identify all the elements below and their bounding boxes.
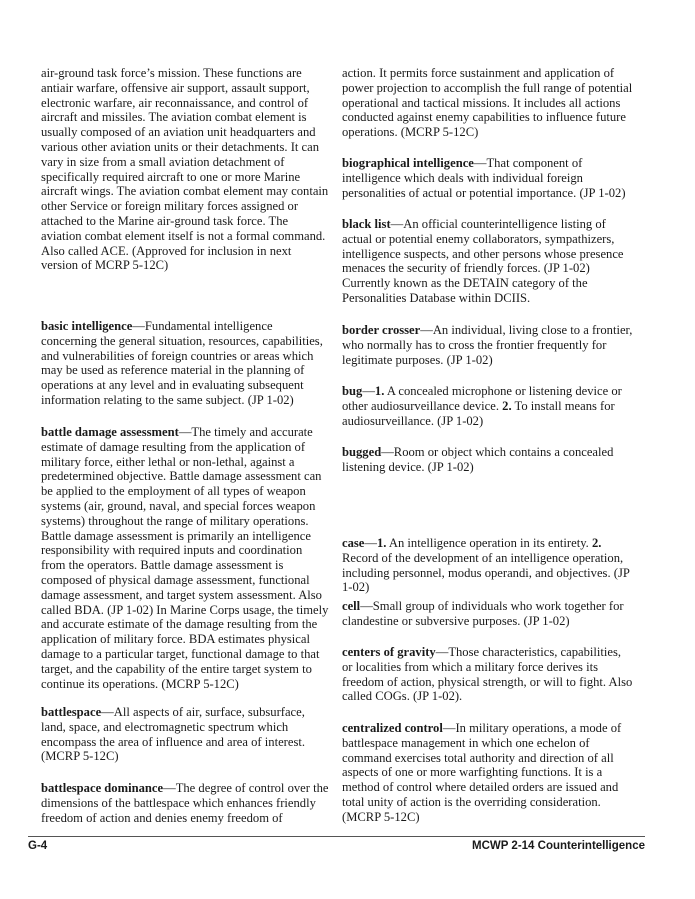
definition-number: 1. bbox=[374, 384, 385, 398]
definition-text: action. It permits force sustainment and application of power projection to accomplish the full range of potential operational and tactical missions. It includes all actions conducted against enemy capabilities to influence future operations. (MCRP 5-12C) bbox=[342, 66, 633, 140]
glossary-entry bbox=[342, 645, 634, 704]
glossary-term: border crosser bbox=[342, 323, 421, 337]
definition-text: —Fundamental intelligence concerning the general situation, resources, capabilities, and vulnerabilities of foreign countries or areas which may be used as reference material in the planning of operations at any level and in evaluating subsequent information relating to the same subject. (JP 1-02) bbox=[41, 319, 323, 407]
glossary-term: battlespace bbox=[41, 705, 102, 719]
definition-text: To install means for audiosurveillance. (JP 1-02) bbox=[342, 398, 615, 428]
glossary-term: cell bbox=[342, 599, 361, 613]
glossary-term: battle damage assessment bbox=[41, 425, 179, 439]
definition-text: —Those characteristics, capabilities, or localities from which a military force derives its freedom of action, physical strength, or will to fight. Also called COGs. (JP 1-02). bbox=[342, 645, 633, 704]
definition-number: 2. bbox=[591, 536, 602, 550]
glossary-entry bbox=[342, 156, 634, 200]
glossary-term: battlespace dominance bbox=[41, 781, 164, 795]
definition-text: —An individual, living close to a frontier, who normally has to cross the frontier frequently for legitimate purposes. (JP 1-02) bbox=[342, 323, 633, 367]
definition-number: 1. bbox=[376, 536, 387, 550]
glossary-entry bbox=[342, 323, 634, 367]
definition-text: Record of the development of an intelligence operation, including personnel, modus operandi, and objectives. (JP 1-02) bbox=[342, 550, 630, 595]
glossary-term: centralized control bbox=[342, 721, 443, 735]
glossary-entry bbox=[342, 384, 634, 428]
publication-title: MCWP 2-14 Counterintelligence bbox=[472, 840, 645, 852]
glossary-continuation bbox=[342, 66, 634, 140]
glossary-term: biographical intelligence bbox=[342, 156, 474, 170]
footer-divider bbox=[28, 836, 645, 837]
definition-text: —In military operations, a mode of battlespace management in which one echelon of command exercises total authority and direction of all aspects of one or more warfighting functions. It is a method of control where detailed orders are issued and total unity of action is the overriding consideration. (MCRP 5-12C) bbox=[342, 721, 622, 824]
glossary-entry bbox=[41, 705, 329, 764]
definition-text: An intelligence operation in its entirety. bbox=[386, 536, 592, 550]
definition-text: —The degree of control over the dimensions of the battlespace which enhances friendly freedom of action and denies enemy freedom of bbox=[41, 781, 329, 825]
glossary-entry bbox=[41, 781, 329, 825]
definition-text: — bbox=[364, 536, 377, 550]
glossary-entry bbox=[41, 425, 329, 691]
glossary-term: bug bbox=[342, 384, 363, 398]
definition-text: —An official counterintelligence listing of actual or potential enemy collaborators, sympathizers, intelligence suspects, and other persons whose presence menaces the security of friendly forces. (JP 1-02) Currently known as the DETAIN category of the Personalities Database within DCIIS. bbox=[342, 217, 624, 305]
definition-text: —All aspects of air, surface, subsurface, land, space, and electromagnetic spectrum which encompass the area of influence and area of interest. (MCRP 5-12C) bbox=[41, 705, 305, 764]
definition-number: 2. bbox=[502, 398, 512, 413]
definition-text: —That component of intelligence which deals with individual foreign personalities of actual or potential importance. (JP 1-02) bbox=[342, 156, 626, 200]
glossary-term: case bbox=[342, 536, 365, 550]
definition-text: —The timely and accurate estimate of damage resulting from the application of military force, either lethal or non-lethal, against a predetermined objective. Battle damage assessment can be applied to the employment of all types of weapon systems (air, ground, naval, and special forces weapon systems) throughout the range of military operations. Battle damage assessment is primarily an intelligence responsibility with required inputs and coordination from the operators. Battle damage assessment is composed of physical damage assessment, functional damage assessment, and target system assessment. Also called BDA. (JP 1-02) In Marine Corps usage, the timely and accurate estimate of the damage resulting from the application of military force. BDA estimates physical damage to a particular target, functional damage to that target, and the capability of the entire target system to continue its operations. (MCRP 5-12C) bbox=[41, 425, 329, 691]
definition-text: — bbox=[362, 384, 375, 398]
glossary-term: basic intelligence bbox=[41, 319, 133, 333]
definition-text: A concealed microphone or listening device or other audiosurveillance device. bbox=[342, 384, 622, 413]
glossary-entry bbox=[342, 217, 634, 306]
definition-text: —Room or object which contains a concealed listening device. (JP 1-02) bbox=[342, 445, 614, 474]
definition-text: air-ground task force’s mission. These functions are antiair warfare, offensive air support, assault support, electronic warfare, air reconnaissance, and control of aircraft and missiles. The aviation combat element is usually composed of an aviation unit headquarters and various other aviation units or their detachments. It can vary in size from a small aviation detachment of specifically required aircraft to one or more Marine aircraft wings. The aviation combat element may contain other Service or foreign military forces assigned or attached to the Marine air-ground task force. The aviation combat element itself is not a formal command. Also called ACE. (Approved for inclusion in next version of MCRP 5-12C) bbox=[41, 66, 329, 273]
glossary-entry bbox=[342, 721, 634, 825]
glossary-entry bbox=[342, 536, 634, 595]
definition-text: —Small group of individuals who work together for clandestine or subversive purposes. (JP 1-02) bbox=[342, 599, 624, 628]
glossary-term: bugged bbox=[342, 445, 382, 459]
glossary-term: black list bbox=[342, 217, 391, 231]
glossary-entry bbox=[342, 445, 634, 475]
page-number: G-4 bbox=[28, 840, 48, 852]
glossary-term: centers of gravity bbox=[342, 645, 436, 659]
glossary-entry bbox=[41, 319, 329, 408]
glossary-continuation bbox=[41, 66, 329, 273]
glossary-entry bbox=[342, 599, 634, 629]
